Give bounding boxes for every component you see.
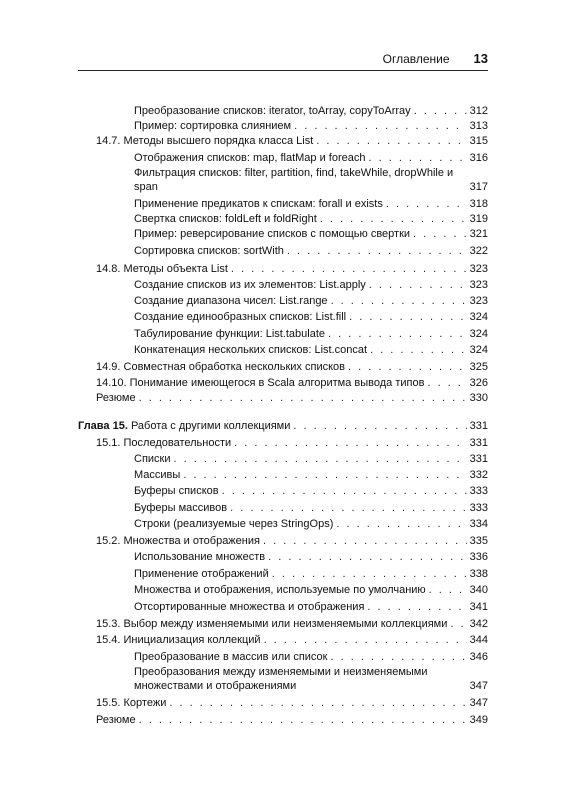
entry-title: [134, 104, 411, 118]
dot-leader: [331, 294, 467, 308]
dot-leader: [139, 391, 467, 405]
dot-leader: [293, 419, 466, 433]
toc-entry[interactable]: [134, 343, 488, 357]
entry-page-number: 347: [469, 680, 488, 692]
toc-entry[interactable]: [96, 696, 488, 710]
entry-text: Массивы: [134, 469, 181, 481]
entry-text: Буферы массивов: [134, 502, 228, 514]
entry-page-number: 347: [469, 697, 488, 709]
entry-page-number: 315: [469, 135, 488, 147]
toc-entry[interactable]: [134, 197, 488, 211]
dot-leader: [268, 550, 466, 564]
toc-entry[interactable]: [134, 278, 488, 292]
toc-entry[interactable]: [134, 227, 488, 241]
toc-entry[interactable]: [96, 262, 488, 276]
entry-title: [134, 550, 265, 564]
entry-page-number: 330: [469, 392, 488, 404]
dot-leader: [272, 567, 467, 581]
entry-text: Отображения списков: map, flatMap и foreach: [134, 152, 366, 164]
toc-entry[interactable]: [96, 360, 488, 374]
entry-text: 15.4. Инициализация коллекций: [96, 634, 261, 646]
entry-text: Преобразования между изменяемыми и неизменяемыми множествами и отображениями: [134, 666, 428, 692]
entry-page-number: 325: [469, 361, 488, 373]
entry-text: Пример: сортировка слиянием: [134, 120, 292, 132]
entry-title: [96, 262, 228, 276]
running-header: [78, 51, 488, 67]
entry-page-number: 333: [469, 502, 488, 514]
dot-leader: [330, 650, 466, 664]
entry-text: Фильтрация списков: filter, partition, find, takeWhile, dropWhile и span: [134, 167, 454, 193]
dot-leader: [368, 151, 466, 165]
dot-leader: [287, 244, 467, 258]
entry-page-number: 333: [469, 485, 488, 497]
entry-title: [134, 294, 328, 308]
header-rule: [78, 70, 488, 71]
entry-title: [134, 600, 364, 614]
dot-leader: [370, 343, 467, 357]
entry-text: 14.10. Понимание имеющегося в Scala алгоритма вывода типов: [96, 377, 425, 389]
toc-entry[interactable]: [134, 452, 488, 466]
entry-text: 15.1. Последовательности: [96, 437, 232, 449]
entry-text: Создание диапазона чисел: List.range: [134, 295, 328, 307]
entry-title: [134, 119, 291, 133]
entry-page-number: 341: [469, 601, 488, 613]
dot-leader: [328, 327, 467, 341]
entry-title: [78, 419, 290, 433]
entry-page-number: 335: [469, 535, 488, 547]
toc-entry[interactable]: [96, 713, 488, 727]
entry-page-number: 331: [469, 437, 488, 449]
dot-leader: [348, 360, 467, 374]
dot-leader: [413, 227, 467, 241]
dot-leader: [414, 104, 467, 118]
entry-page-number: 340: [469, 584, 488, 596]
entry-page-number: 322: [469, 245, 488, 257]
toc-entry[interactable]: [134, 468, 488, 482]
entry-text: Создание списков из их элементов: List.apply: [134, 279, 366, 291]
entry-page-number: 323: [469, 279, 488, 291]
entry-title: [96, 534, 260, 548]
toc-entry[interactable]: [134, 310, 488, 324]
entry-text: Сортировка списков: sortWith: [134, 245, 284, 257]
entry-text: Отсортированные множества и отображения: [134, 601, 365, 613]
entry-page-number: 323: [469, 263, 488, 275]
dot-leader: [427, 376, 466, 390]
toc-entry[interactable]: [134, 104, 488, 118]
entry-title: [134, 166, 464, 194]
entry-page-number: 334: [469, 518, 488, 530]
entry-title: [134, 310, 346, 324]
dot-leader: [234, 436, 466, 450]
entry-page-number: 338: [469, 568, 488, 580]
toc-entry[interactable]: [134, 567, 488, 581]
entry-page-number: 344: [469, 634, 488, 646]
entry-title: [134, 468, 180, 482]
entry-text: Конкатенация нескольких списков: List.concat: [134, 344, 368, 356]
entry-title: [134, 197, 383, 211]
dot-leader: [369, 278, 467, 292]
toc-entry[interactable]: [134, 327, 488, 341]
entry-text: Свертка списков: foldLeft и foldRight: [134, 213, 317, 225]
toc-entry[interactable]: [134, 650, 488, 664]
toc-entry[interactable]: [134, 212, 488, 226]
entry-text: 14.9. Совместная обработка нескольких списков: [96, 361, 345, 373]
dot-leader: [183, 468, 466, 482]
entry-page-number: 321: [469, 228, 488, 240]
entry-title: [96, 436, 231, 450]
entry-text: Преобразование списков: iterator, toArray, copyToArray: [134, 105, 411, 117]
entry-text: 15.2. Множества и отображения: [96, 535, 260, 547]
entry-title: [96, 376, 424, 390]
section-title: Оглавление: [382, 52, 450, 66]
entry-title: [134, 343, 367, 357]
entry-page-number: 319: [469, 213, 488, 225]
dot-leader: [231, 262, 467, 276]
entry-title: [134, 517, 333, 531]
entry-text: Резюме: [96, 714, 136, 726]
entry-title: [96, 134, 313, 148]
toc-entry[interactable]: [96, 134, 488, 148]
entry-text: Множества и отображения, используемые по умолчанию: [134, 584, 426, 596]
toc-entry[interactable]: [96, 633, 488, 647]
entry-title: [96, 617, 447, 631]
dot-leader: [222, 484, 467, 498]
page-number: 13: [473, 51, 488, 66]
dot-leader: [367, 600, 466, 614]
entry-title: [134, 227, 410, 241]
dot-leader: [450, 617, 466, 631]
toc-entry[interactable]: [134, 517, 488, 531]
entry-text: Буферы списков: [134, 485, 219, 497]
dot-leader: [263, 534, 467, 548]
dot-leader: [336, 517, 466, 531]
entry-title: [134, 278, 366, 292]
toc-entry[interactable]: [134, 501, 488, 515]
toc-entry[interactable]: [134, 244, 488, 258]
dot-leader: [429, 583, 467, 597]
dot-leader: [230, 501, 467, 515]
dot-leader: [174, 452, 467, 466]
dot-leader: [320, 212, 467, 226]
entry-title: [96, 360, 345, 374]
entry-title: [134, 244, 284, 258]
entry-page-number: 331: [469, 453, 488, 465]
entry-text: 14.7. Методы высшего порядка класса List: [96, 135, 314, 147]
entry-page-number: 316: [469, 152, 488, 164]
entry-page-number: 324: [469, 328, 488, 340]
toc-entry[interactable]: [96, 436, 488, 450]
entry-text: Списки: [134, 453, 171, 465]
dot-leader: [294, 119, 467, 133]
entry-text: Работа с другими коллекциями: [130, 420, 291, 432]
toc-entry[interactable]: [134, 600, 488, 614]
entry-text: Резюме: [96, 392, 136, 404]
toc-entry[interactable]: [96, 534, 488, 548]
chapter-entry[interactable]: [78, 419, 488, 433]
toc-entry[interactable]: [134, 119, 488, 133]
entry-text: Применение отображений: [134, 568, 269, 580]
dot-leader: [386, 197, 467, 211]
entry-title: [134, 151, 365, 165]
entry-text: Табулирование функции: List.tabulate: [134, 328, 326, 340]
toc-entry[interactable]: [134, 583, 488, 597]
entry-page-number: 324: [469, 344, 488, 356]
toc-entry[interactable]: [96, 376, 488, 390]
entry-text: Применение предикатов к спискам: forall и exists: [134, 198, 383, 210]
dot-leader: [316, 134, 466, 148]
dot-leader: [349, 310, 467, 324]
entry-page-number: 342: [469, 618, 488, 630]
entry-text: Пример: реверсирование списков с помощью свертки: [134, 228, 411, 240]
entry-page-number: 313: [469, 120, 488, 132]
entry-page-number: 312: [469, 105, 488, 117]
entry-title: [96, 696, 166, 710]
entry-text: Использование множеств: [134, 551, 266, 563]
entry-page-number: 318: [469, 198, 488, 210]
entry-text: 15.5. Кортежи: [96, 697, 167, 709]
entry-title: [134, 484, 219, 498]
toc-entry[interactable]: [134, 550, 488, 564]
chapter-label: Глава 15.: [78, 420, 128, 432]
toc-entry[interactable]: [134, 665, 488, 693]
entry-page-number: 324: [469, 311, 488, 323]
entry-title: [134, 567, 269, 581]
entry-page-number: 332: [469, 469, 488, 481]
toc-entry[interactable]: [96, 391, 488, 405]
entry-title: [96, 713, 136, 727]
entry-text: 14.8. Методы объекта List: [96, 263, 228, 275]
entry-title: [134, 650, 327, 664]
entry-title: [134, 583, 426, 597]
entry-text: Строки (реализуемые через StringOps): [134, 518, 334, 530]
toc-entry[interactable]: [96, 617, 488, 631]
entry-page-number: 349: [469, 714, 488, 726]
entry-page-number: 317: [469, 181, 488, 193]
entry-title: [134, 212, 317, 226]
entry-title: [134, 327, 325, 341]
entry-page-number: 346: [469, 651, 488, 663]
entry-page-number: 323: [469, 295, 488, 307]
entry-title: [96, 391, 136, 405]
dot-leader: [139, 713, 467, 727]
entry-page-number: 326: [469, 377, 488, 389]
entry-title: [134, 452, 171, 466]
dot-leader: [169, 696, 466, 710]
entry-text: Преобразование в массив или список: [134, 651, 328, 663]
toc-entry[interactable]: [134, 151, 488, 165]
entry-title: [134, 665, 464, 693]
dot-leader: [264, 633, 467, 647]
entry-title: [134, 501, 227, 515]
entry-page-number: 336: [469, 551, 488, 563]
toc-entry[interactable]: [134, 484, 488, 498]
entry-text: Создание единообразных списков: List.fill: [134, 311, 347, 323]
entry-text: 15.3. Выбор между изменяемыми или неизменяемыми коллекциями: [96, 618, 448, 630]
toc-entry[interactable]: [134, 294, 488, 308]
entry-page-number: 331: [469, 420, 488, 432]
toc-entry[interactable]: [134, 166, 488, 194]
entry-title: [96, 633, 261, 647]
